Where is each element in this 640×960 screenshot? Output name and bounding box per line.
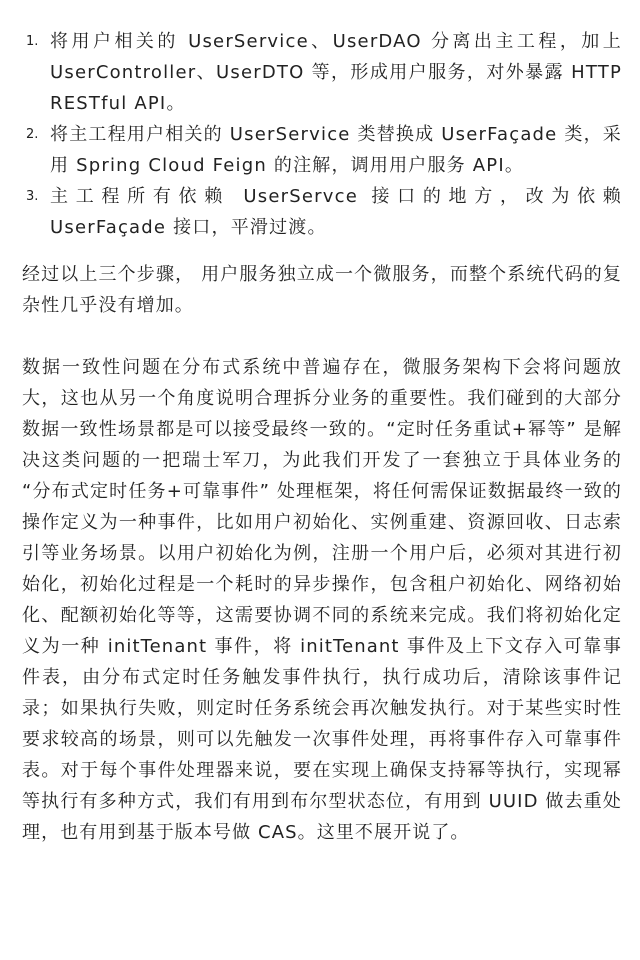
step-item-2	[22, 119, 622, 181]
step-text: 将主工程用户相关的 UserService 类替换成 UserFaçade 类，采用 Spring Cloud Feign 的注解，调用用户服务 API。	[50, 124, 622, 176]
step-item-1	[22, 26, 622, 119]
summary-paragraph: 经过以上三个步骤， 用户服务独立成一个微服务，而整个系统代码的复杂性几乎没有增加。	[22, 264, 622, 316]
step-number: 3.	[26, 189, 39, 204]
step-text: 将用户相关的 UserService、UserDAO 分离出主工程，加上 UserController、UserDTO 等，形成用户服务，对外暴露 HTTP RESTful API。	[50, 31, 622, 114]
body-paragraph: 数据一致性问题在分布式系统中普遍存在，微服务架构下会将问题放大，这也从另一个角度说明合理拆分业务的重要性。我们碰到的大部分数据一致性场景都是可以接受最终一致的。“定时任务重试+幂等” 是解决这类问题的一把瑞士军刀，为此我们开发了一套独立于具体业务的 “分布式定时任务+可靠事件” 处理框架，将任何需保证数据最终一致的操作定义为一种事件，比如用户初始化、实例重建、资源回收、日志索引等业务场景。以用户初始化为例，注册一个用户后，必须对其进行初始化，初始化过程是一个耗时的异步操作，包含租户初始化、网络初始化、配额初始化等等，这需要协调不同的系统来完成。我们将初始化定义为一种 initTenant 事件，将 initTenant 事件及上下文存入可靠事件表，由分布式定时任务触发事件执行，执行成功后，清除该事件记录；如果执行失败，则定时任务系统会再次触发执行。对于某些实时性要求较高的场景，则可以先触发一次事件处理，再将事件存入可靠事件表。对于每个事件处理器来说，要在实现上确保支持幂等执行，实现幂等执行有多种方式，我们有用到布尔型状态位，有用到 UUID 做去重处理，也有用到基于版本号做 CAS。这里不展开说了。	[22, 357, 622, 843]
step-list	[22, 26, 622, 243]
step-number: 2.	[26, 127, 39, 142]
step-text: 主工程所有依赖 UserServce 接口的地方，改为依赖 UserFaçade 接口，平滑过渡。	[50, 186, 622, 238]
step-item-3	[22, 181, 622, 243]
step-number: 1.	[26, 34, 39, 49]
